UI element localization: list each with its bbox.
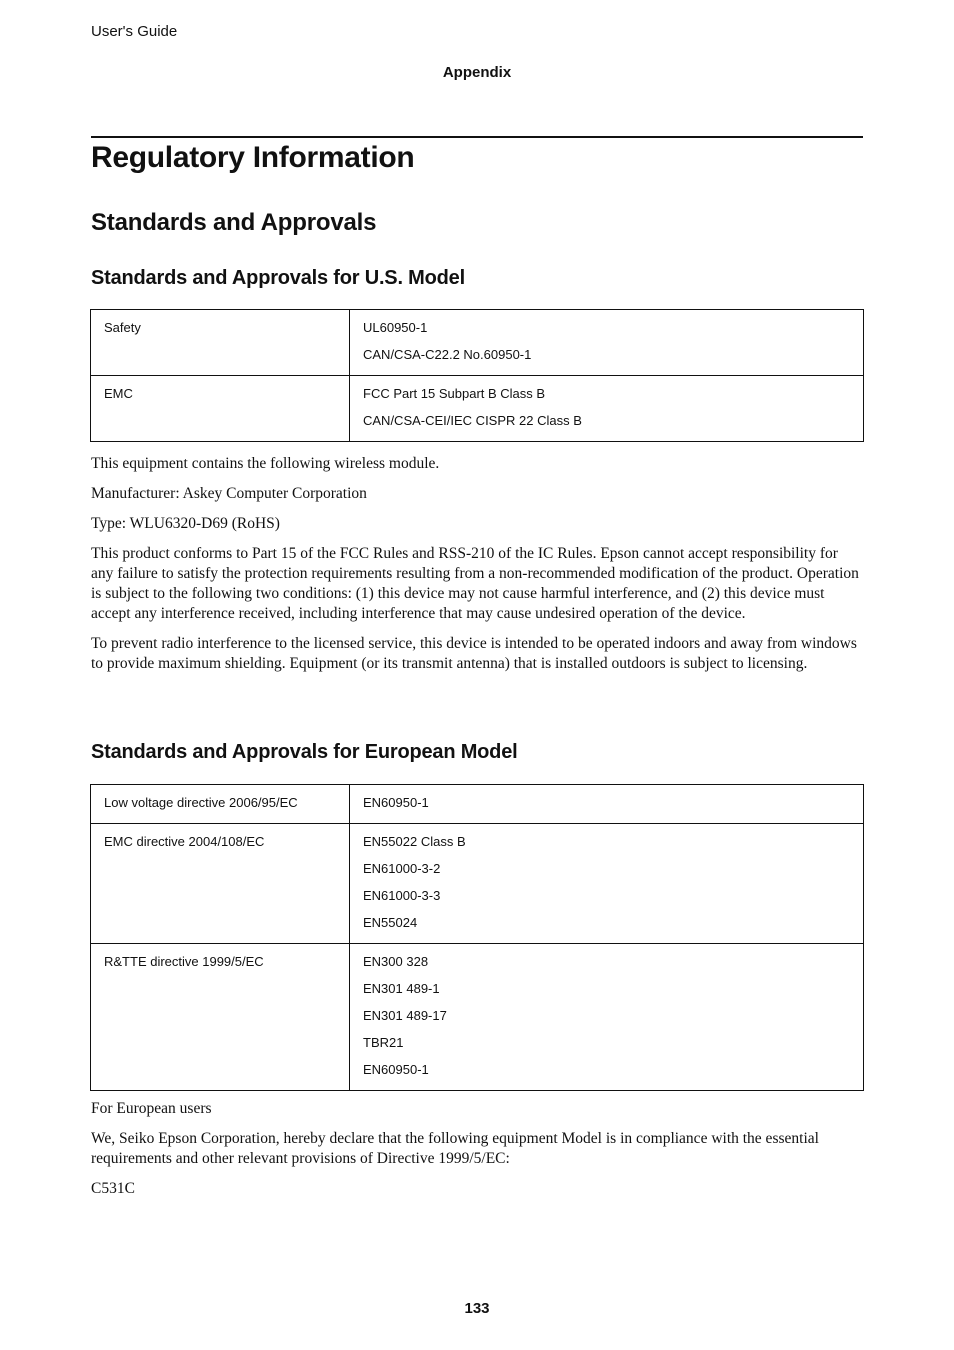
standard-value: EN55022 Class B bbox=[363, 834, 466, 849]
standard-value: EN60950-1 bbox=[363, 795, 429, 810]
us-model-heading: Standards and Approvals for U.S. Model bbox=[91, 267, 465, 289]
standard-value: EN61000-3-3 bbox=[363, 888, 441, 903]
title-rule bbox=[91, 136, 863, 138]
table-row bbox=[91, 944, 864, 1091]
eu-model-body bbox=[91, 1099, 863, 1209]
eu-standards-table bbox=[90, 784, 864, 1091]
us-model-body bbox=[91, 454, 863, 684]
standard-value: UL60950-1 bbox=[363, 320, 428, 335]
standard-value: EN301 489-17 bbox=[363, 1008, 447, 1023]
page-title: Regulatory Information bbox=[91, 141, 415, 174]
page-number: 133 bbox=[464, 1300, 490, 1317]
table-cell-label bbox=[91, 944, 350, 1091]
table-cell-values bbox=[350, 824, 864, 944]
paragraph: This product conforms to Part 15 of the FCC Rules and RSS-210 of the IC Rules. Epson cannot accept responsibility for any failure to satisfy the protection requirements resulting from a non-recommended modification of the product. Operation is subject to the following two conditions: (1) this device may not cause harmful interference, and (2) this device must accept any interference received, including interference that may cause undesired operation of the device. bbox=[91, 545, 859, 622]
standard-value: CAN/CSA-CEI/IEC CISPR 22 Class B bbox=[363, 413, 582, 428]
paragraph: To prevent radio interference to the licensed service, this device is intended to be operated indoors and away from windows to provide maximum shielding. Equipment (or its transmit antenna) that is installed outdoors is subject to licensing. bbox=[91, 635, 857, 672]
paragraph: This equipment contains the following wireless module. bbox=[91, 455, 440, 472]
table-row bbox=[91, 310, 864, 376]
paragraph: Type: WLU6320-D69 (RoHS) bbox=[91, 515, 280, 532]
table-cell-label bbox=[91, 310, 350, 376]
table-cell-values bbox=[350, 944, 864, 1091]
section-heading: Standards and Approvals bbox=[91, 209, 377, 236]
row-label: EMC bbox=[104, 386, 133, 401]
header-guide-title: User's Guide bbox=[91, 23, 178, 40]
table-cell-label bbox=[91, 376, 350, 442]
row-label: EMC directive 2004/108/EC bbox=[104, 834, 265, 849]
standard-value: EN300 328 bbox=[363, 954, 429, 969]
paragraph: We, Seiko Epson Corporation, hereby declare that the following equipment Model is in compliance with the essential requirements and other relevant provisions of Directive 1999/5/EC: bbox=[91, 1130, 819, 1167]
table-cell-label bbox=[91, 824, 350, 944]
standard-value: EN301 489-1 bbox=[363, 981, 440, 996]
standard-value: TBR21 bbox=[363, 1035, 404, 1050]
table-cell-values bbox=[350, 310, 864, 376]
row-label: R&TTE directive 1999/5/EC bbox=[104, 954, 264, 969]
row-label: Low voltage directive 2006/95/EC bbox=[104, 795, 298, 810]
standard-value: EN55024 bbox=[363, 915, 418, 930]
table-cell-values bbox=[350, 376, 864, 442]
table-row bbox=[91, 376, 864, 442]
header-section-name: Appendix bbox=[442, 64, 512, 81]
row-label: Safety bbox=[104, 320, 141, 335]
standard-value: FCC Part 15 Subpart B Class B bbox=[363, 386, 546, 401]
standard-value: EN61000-3-2 bbox=[363, 861, 441, 876]
table-cell-label bbox=[91, 785, 350, 824]
eu-model-heading: Standards and Approvals for European Model bbox=[91, 741, 518, 763]
paragraph: For European users bbox=[91, 1100, 212, 1117]
table-row bbox=[91, 824, 864, 944]
us-standards-table bbox=[90, 309, 864, 442]
table-row bbox=[91, 785, 864, 824]
paragraph: C531C bbox=[91, 1180, 135, 1197]
standard-value: CAN/CSA-C22.2 No.60950-1 bbox=[363, 347, 532, 362]
table-cell-values bbox=[350, 785, 864, 824]
standard-value: EN60950-1 bbox=[363, 1062, 429, 1077]
paragraph: Manufacturer: Askey Computer Corporation bbox=[91, 485, 367, 502]
